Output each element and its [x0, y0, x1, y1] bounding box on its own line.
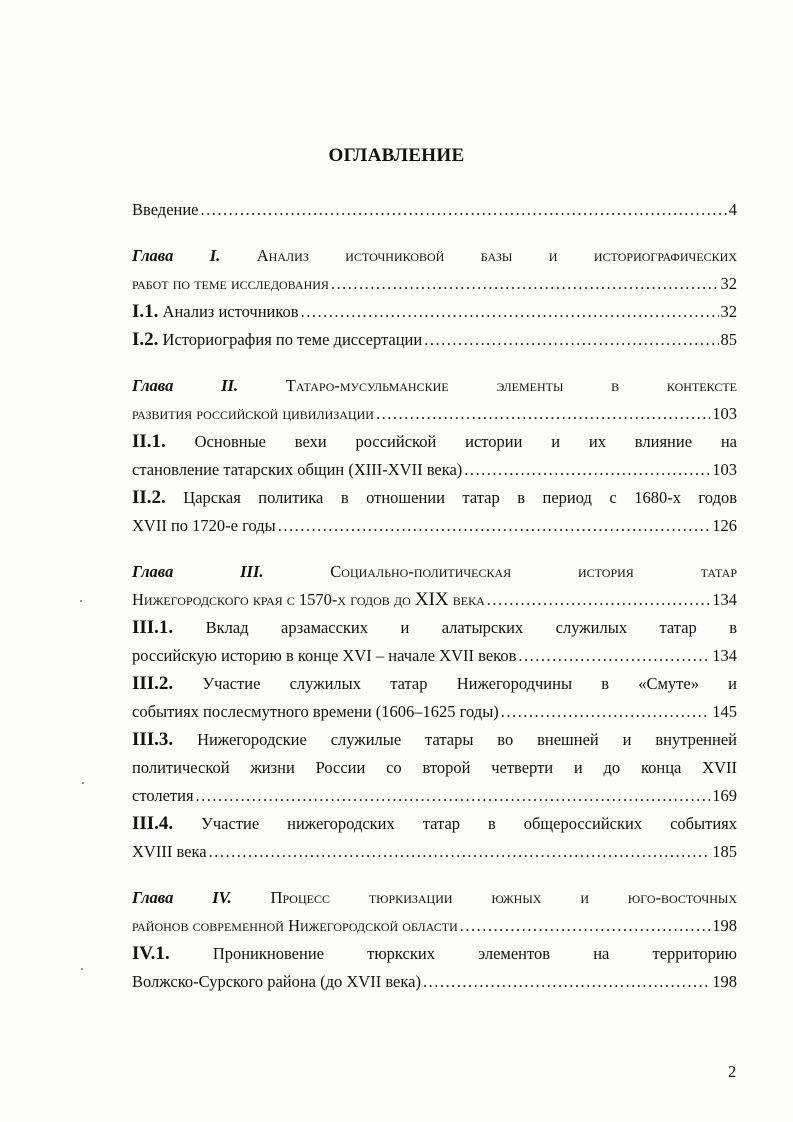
chapter-title-continued: Нижегородского края с 1570-х годов до [132, 590, 411, 609]
section-number: II.1. [132, 431, 166, 452]
entry-page: 103 [712, 404, 737, 423]
section-title-continued: становление татарских общин (XIII-XVII века) [132, 460, 463, 479]
table-of-contents [132, 196, 737, 996]
section-number: II.2. [132, 487, 166, 508]
section-number: III.4. [132, 813, 174, 834]
dot-leader [460, 912, 711, 940]
entry-page: 103 [712, 460, 737, 479]
toc-section-2-1[interactable] [132, 428, 737, 456]
dot-leader [196, 782, 711, 810]
scan-speck [80, 600, 82, 602]
entry-label: Введение [132, 200, 199, 219]
entry-page: 32 [720, 274, 737, 293]
section-number: I.2. [132, 329, 159, 350]
chapter-title-continued: районов современной Нижегородской области [132, 916, 458, 935]
dot-leader [278, 512, 711, 540]
section-title-continued: Волжско-Сурского района (до XVII века) [132, 972, 421, 991]
section-title-continued: российскую историю в конце XVI – начале XVII веков [132, 646, 517, 665]
chapter-label: Глава III. [132, 562, 264, 581]
toc-section-2-2[interactable] [132, 484, 737, 512]
toc-section-3-1[interactable] [132, 614, 737, 642]
toc-chapter-4-heading[interactable] [132, 884, 737, 912]
century-numeral: XIX [414, 589, 449, 610]
section-title-continued: политической жизни России со второй четверти и до конца XVII [132, 758, 737, 777]
dot-leader [201, 196, 727, 224]
entry-page: 134 [712, 646, 737, 665]
dot-leader [464, 456, 710, 484]
toc-section-1-1[interactable] [132, 298, 737, 326]
entry-page: 185 [712, 842, 737, 861]
page-title: ОГЛАВЛЕНИЕ [328, 145, 465, 166]
section-title: Нижегородские служилые татары во внешней и внутренней [197, 730, 737, 749]
section-number: III.3. [132, 729, 174, 750]
toc-section-1-2[interactable] [132, 326, 737, 354]
dot-leader [331, 270, 719, 298]
toc-chapter-3-title-end[interactable] [132, 586, 737, 614]
toc-section-3-1-end[interactable] [132, 642, 737, 670]
entry-page: 145 [712, 702, 737, 721]
toc-chapter-4-title-end[interactable] [132, 912, 737, 940]
section-title: Вклад арзамасских и алатырских служилых татар в [205, 618, 737, 637]
dot-leader [424, 326, 718, 354]
section-title: Проникновение тюркских элементов на территорию [212, 944, 737, 963]
section-title-end: столетия [132, 786, 194, 805]
section-title: Основные вехи российской истории и их влияние на [194, 432, 737, 451]
section-title-continued: XVII по 1720-е годы [132, 516, 276, 535]
dot-leader [423, 968, 710, 996]
toc-section-3-2[interactable] [132, 670, 737, 698]
toc-chapter-1-heading[interactable] [132, 242, 737, 270]
toc-section-4-1-end[interactable] [132, 968, 737, 996]
toc-section-4-1[interactable] [132, 940, 737, 968]
chapter-title-continued: работ по теме исследования [132, 274, 329, 293]
dot-leader [501, 698, 710, 726]
entry-page: 126 [712, 516, 737, 535]
chapter-title: Анализ источниковой базы и историографических [256, 246, 738, 265]
chapter-title: Социально-политическая история татар [330, 562, 738, 581]
section-title-continued: событиях послесмутного времени (1606–1625 годы) [132, 702, 499, 721]
toc-section-3-3-end[interactable] [132, 782, 737, 810]
entry-page: 169 [712, 786, 737, 805]
toc-chapter-1-title-end[interactable] [132, 270, 737, 298]
entry-page: 4 [728, 200, 737, 219]
section-number: III.2. [132, 673, 174, 694]
chapter-title-end: века [452, 590, 485, 609]
chapter-label: Глава IV. [132, 888, 232, 907]
section-number: IV.1. [132, 943, 170, 964]
dot-leader [518, 642, 710, 670]
dot-leader [487, 586, 710, 614]
entry-page: 32 [720, 302, 737, 321]
section-title-continued: XVIII века [132, 842, 207, 861]
toc-section-3-4-end[interactable] [132, 838, 737, 866]
entry-page: 85 [720, 330, 737, 349]
section-title: Царская политика в отношении татар в период с 1680-х годов [183, 488, 738, 507]
page-number: 2 [728, 1062, 737, 1081]
toc-chapter-3-heading[interactable] [132, 558, 737, 586]
toc-chapter-2-heading[interactable] [132, 372, 737, 400]
chapter-label: Глава I. [132, 246, 221, 265]
toc-section-2-2-end[interactable] [132, 512, 737, 540]
section-number: III.1. [132, 617, 174, 638]
toc-entry-intro[interactable] [132, 196, 737, 224]
section-title: Анализ источников [162, 302, 299, 321]
toc-chapter-2-title-end[interactable] [132, 400, 737, 428]
dot-leader [301, 298, 719, 326]
chapter-title-continued: развития российской цивилизации [132, 404, 374, 423]
chapter-title: Татаро-мусульманские элементы в контексте [285, 376, 737, 395]
entry-page: 134 [712, 590, 737, 609]
scan-speck [81, 968, 83, 970]
toc-section-3-4[interactable] [132, 810, 737, 838]
entry-page: 198 [712, 972, 737, 991]
section-number: I.1. [132, 301, 159, 322]
toc-section-3-2-end[interactable] [132, 698, 737, 726]
section-title: Участие нижегородских татар в общероссийских событиях [201, 814, 738, 833]
toc-section-2-1-end[interactable] [132, 456, 737, 484]
scan-speck [82, 782, 84, 784]
toc-section-3-3[interactable] [132, 726, 737, 754]
chapter-title: Процесс тюркизации южных и юго-восточных [270, 888, 738, 907]
toc-section-3-3-middle[interactable] [132, 754, 737, 782]
dot-leader [376, 400, 710, 428]
dot-leader [209, 838, 711, 866]
section-title: Участие служилых татар Нижегородчины в «Смуте» и [202, 674, 738, 693]
entry-page: 198 [712, 916, 737, 935]
chapter-label: Глава II. [132, 376, 239, 395]
section-title: Историография по теме диссертации [162, 330, 423, 349]
